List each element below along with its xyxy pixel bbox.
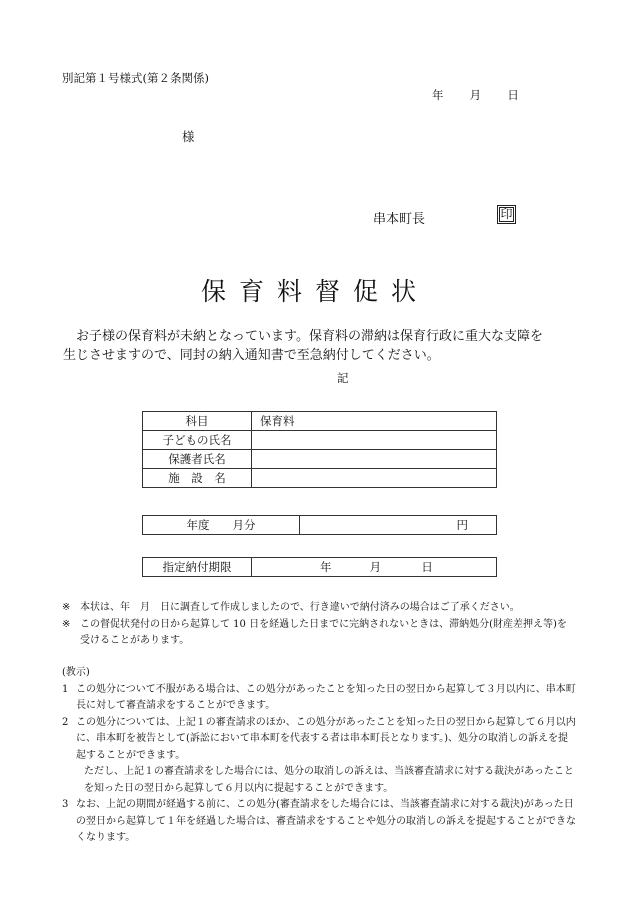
instruction-text: この処分については、上記１の審査請求のほか、この処分があったことを知った日の翌日から起算して６月以内に、串本町を被告として(訴訟において串本町を代表する者は串本町長となります。)、処分の取消しの訴えを提起することができます。 (76, 716, 576, 761)
note-item (62, 600, 572, 617)
form-label: 別記第１号様式(第２条関係) (62, 71, 209, 85)
row-label: 子どもの氏名 (143, 431, 252, 450)
note-mark: ※ (62, 618, 71, 630)
row-value (252, 431, 497, 450)
date-year: 年 (432, 88, 444, 102)
table-row (143, 412, 497, 431)
amount-table (142, 515, 497, 535)
amount-label: 年度 月分 (143, 516, 300, 535)
instruction-text: ただし、上記１の審査請求をした場合には、処分の取消しの訴えは、当該審査請求に対する裁決があったことを知った日の翌日から起算して６月以内に提起することができます。 (84, 766, 574, 794)
issue-date (432, 87, 519, 103)
seal-char: 印 (500, 207, 513, 221)
table-row (143, 450, 497, 469)
notice-body (63, 327, 563, 365)
table-row (143, 469, 497, 488)
deadline-day: 日 (421, 560, 433, 574)
instruction-item (62, 715, 577, 765)
row-label: 施 設 名 (143, 469, 252, 488)
instruction-text: この処分について不服がある場合は、この処分があったことを知った日の翌日から起算して３月以内に、串本町長に対して審査請求をすることができます。 (76, 683, 576, 711)
document-title: 保育料督促状 (200, 277, 429, 306)
instruction-item (62, 764, 577, 797)
note-text: 本状は、年 月 日に調査して作成しましたので、行き違いで納付済みの場合はご了承ください。 (80, 602, 520, 613)
note-mark: ※ (62, 602, 71, 613)
deadline-month: 月 (369, 560, 382, 574)
issuer-name: 串本町長 (373, 212, 426, 227)
seal-stamp (497, 205, 516, 224)
instruction-item (62, 797, 577, 847)
table-row (143, 431, 497, 450)
instructions-heading: (教示) (62, 667, 90, 678)
note-text: この督促状発付の日から起算して 10 日を経過した日までに完納されないときは、滞納処分(財産差押え等)を受けることがあります。 (80, 618, 567, 646)
details-table (142, 411, 497, 488)
table-row (143, 558, 497, 577)
notice-line-1: お子様の保育料が未納となっています。保育料の滞納は保育行政に重大な支障を (76, 329, 543, 344)
instruction-item (62, 682, 577, 715)
row-label: 保護者氏名 (143, 450, 252, 469)
deadline-table (142, 557, 497, 577)
ki-marker: 記 (337, 371, 349, 385)
table-row (143, 516, 497, 535)
notice-line-2: 生じさせますので、同封の納入通知書で至急納付してください。 (63, 348, 440, 363)
deadline-date (252, 558, 497, 577)
date-day: 日 (507, 88, 519, 102)
instruction-num: 2 (62, 716, 69, 728)
note-item (62, 617, 572, 650)
row-label: 科目 (143, 412, 252, 431)
deadline-label: 指定納付期限 (143, 558, 252, 577)
instruction-num: 1 (62, 683, 69, 695)
addressee-suffix: 様 (182, 129, 195, 144)
instructions-section (62, 665, 577, 847)
instruction-num: 3 (62, 799, 69, 810)
row-value: 保育料 (252, 412, 497, 431)
row-value (252, 450, 497, 469)
amount-unit: 円 (300, 516, 497, 535)
date-month: 月 (469, 88, 482, 102)
deadline-year: 年 (320, 560, 332, 574)
row-value (252, 469, 497, 488)
instruction-text: なお、上記の期間が経過する前に、この処分(審査請求をした場合には、当該審査請求に対する裁決)があった日の翌日から起算して１年を経過した場合は、審査請求をすることや処分の取消しの訴えを提起することができなくなります。 (76, 799, 576, 843)
notes-section (62, 600, 572, 650)
